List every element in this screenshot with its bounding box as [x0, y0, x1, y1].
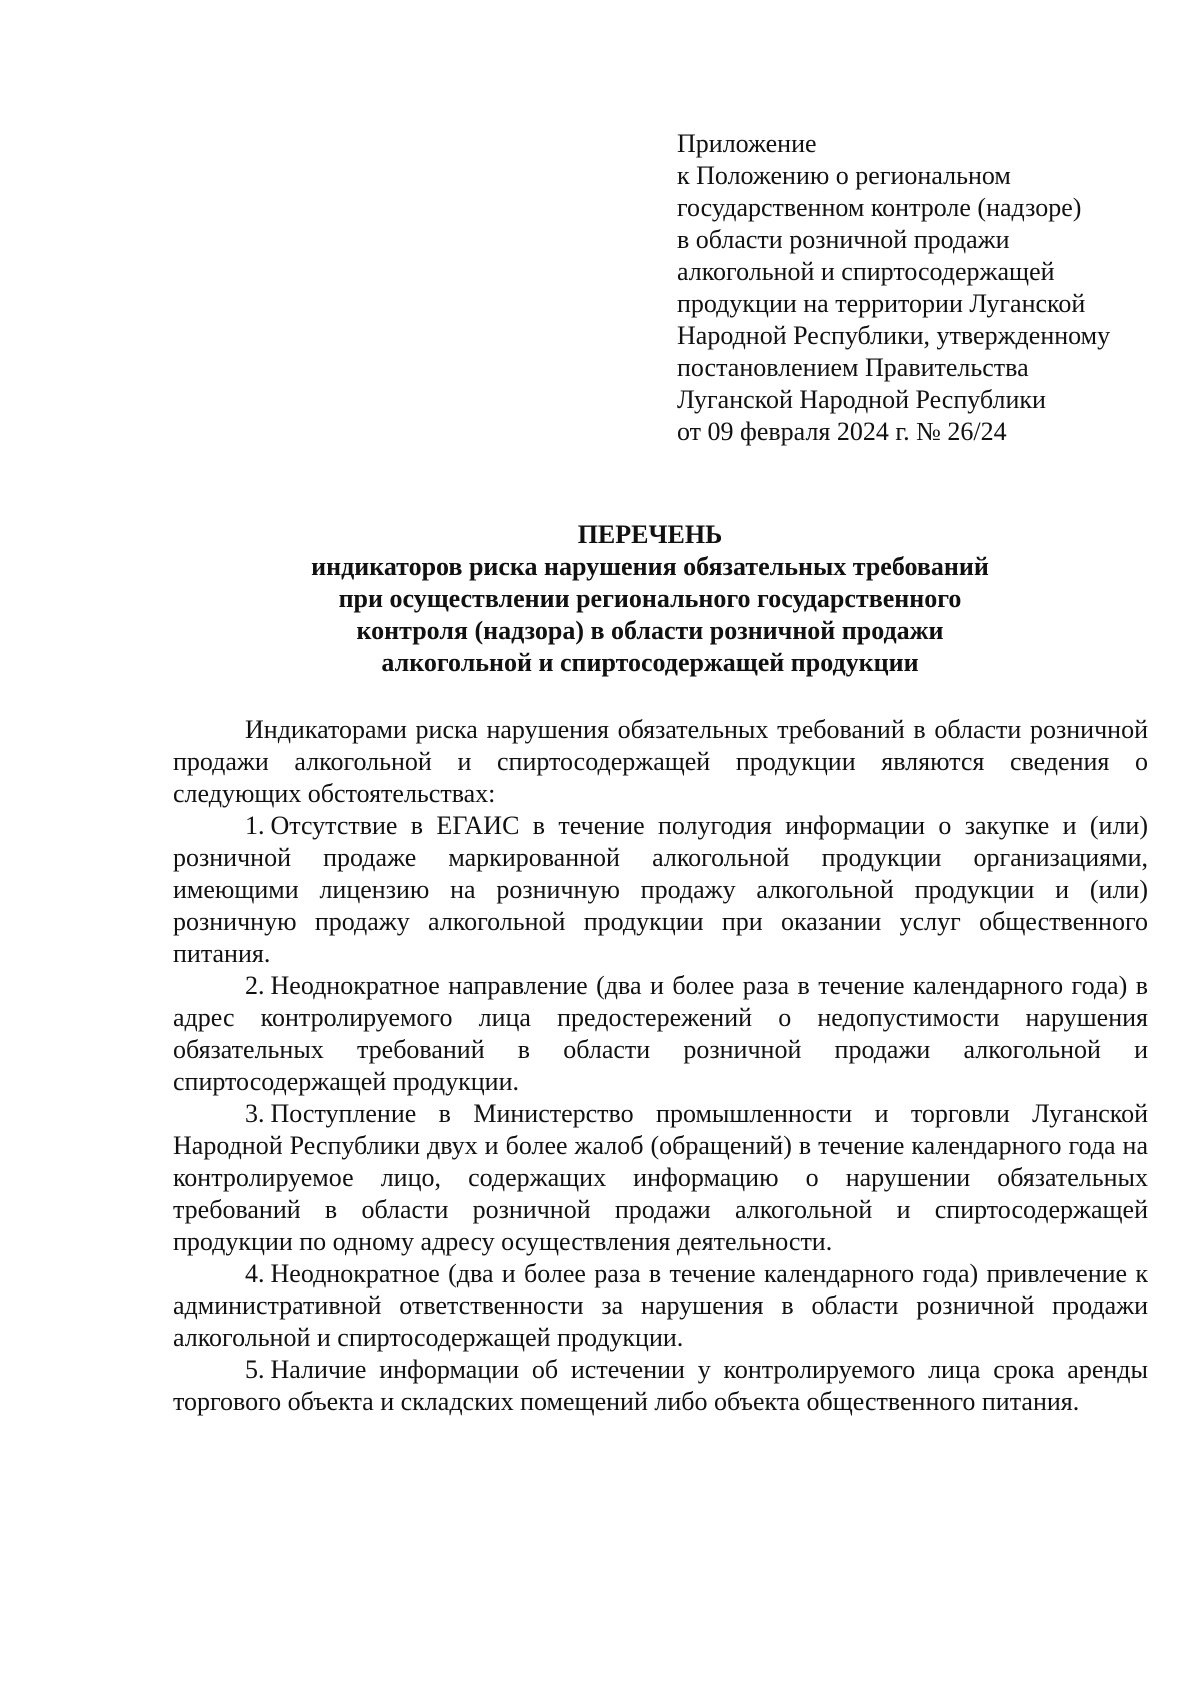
appendix-line: продукции на территории Луганской	[677, 289, 1086, 318]
list-item-text: Неоднократное направление (два и более раза в течение календарного года) в адрес контролируемого лица предостережений о недопустимости нарушения обязательных требований в области розничной продажи алкогольной и спиртосодержащей продукции.	[173, 971, 1148, 1096]
title-subtitle-line: алкогольной и спиртосодержащей продукции	[381, 648, 919, 677]
list-item	[173, 1098, 1148, 1258]
document-title	[150, 519, 1150, 679]
appendix-line: Луганской Народной Республики	[677, 385, 1046, 414]
title-subtitle-line: индикаторов риска нарушения обязательных требований	[311, 552, 989, 581]
list-item-text: Отсутствие в ЕГАИС в течение полугодия информации о закупке и (или) розничной продаже маркированной алкогольной продукции организациями, имеющими лицензию на розничную продажу алкогольной продукции и (или) розничную продажу алкогольной продукции при оказании услуг общественного питания.	[173, 811, 1148, 968]
list-item-number: 1.	[245, 811, 265, 840]
appendix-line: государственном контроле (надзоре)	[677, 193, 1082, 222]
list-item-number: 5.	[245, 1355, 265, 1384]
list-item	[173, 1258, 1148, 1354]
intro-paragraph: Индикаторами риска нарушения обязательных требований в области розничной продажи алкогольной и спиртосодержащей продукции являются сведения о следующих обстоятельствах:	[173, 715, 1148, 808]
list-item-text: Неоднократное (два и более раза в течение календарного года) привлечение к административной ответственности за нарушения в области розничной продажи алкогольной и спиртосодержащей продукции.	[173, 1259, 1148, 1352]
appendix-line: Народной Республики, утвержденному	[677, 321, 1111, 350]
appendix-line: Приложение	[677, 129, 817, 158]
list-item-number: 2.	[245, 971, 265, 1000]
title-subtitle-line: при осуществлении регионального государственного	[338, 584, 962, 613]
list-item-text: Поступление в Министерство промышленности и торговли Луганской Народной Республики двух и более жалоб (обращений) в течение календарного года на контролируемое лицо, содержащих информацию о нарушении обязательных требований в области розничной продажи алкогольной и спиртосодержащей продукции по одному адресу осуществления деятельности.	[173, 1099, 1148, 1256]
document-body	[173, 714, 1148, 1418]
appendix-reference	[677, 128, 1147, 448]
appendix-line: к Положению о региональном	[677, 161, 1011, 190]
list-item	[173, 810, 1148, 970]
list-item	[173, 1354, 1148, 1418]
appendix-line: алкогольной и спиртосодержащей	[677, 257, 1055, 286]
title-heading: ПЕРЕЧЕНЬ	[577, 520, 723, 549]
title-subtitle-line: контроля (надзора) в области розничной продажи	[356, 616, 944, 645]
list-item-number: 3.	[245, 1099, 265, 1128]
appendix-line: постановлением Правительства	[677, 353, 1029, 382]
list-item-text: Наличие информации об истечении у контролируемого лица срока аренды торгового объекта и складских помещений либо объекта общественного питания.	[173, 1355, 1148, 1416]
appendix-line: в области розничной продажи	[677, 225, 1010, 254]
list-item-number: 4.	[245, 1259, 265, 1288]
appendix-line: от 09 февраля 2024 г. № 26/24	[677, 417, 1007, 446]
list-item	[173, 970, 1148, 1098]
